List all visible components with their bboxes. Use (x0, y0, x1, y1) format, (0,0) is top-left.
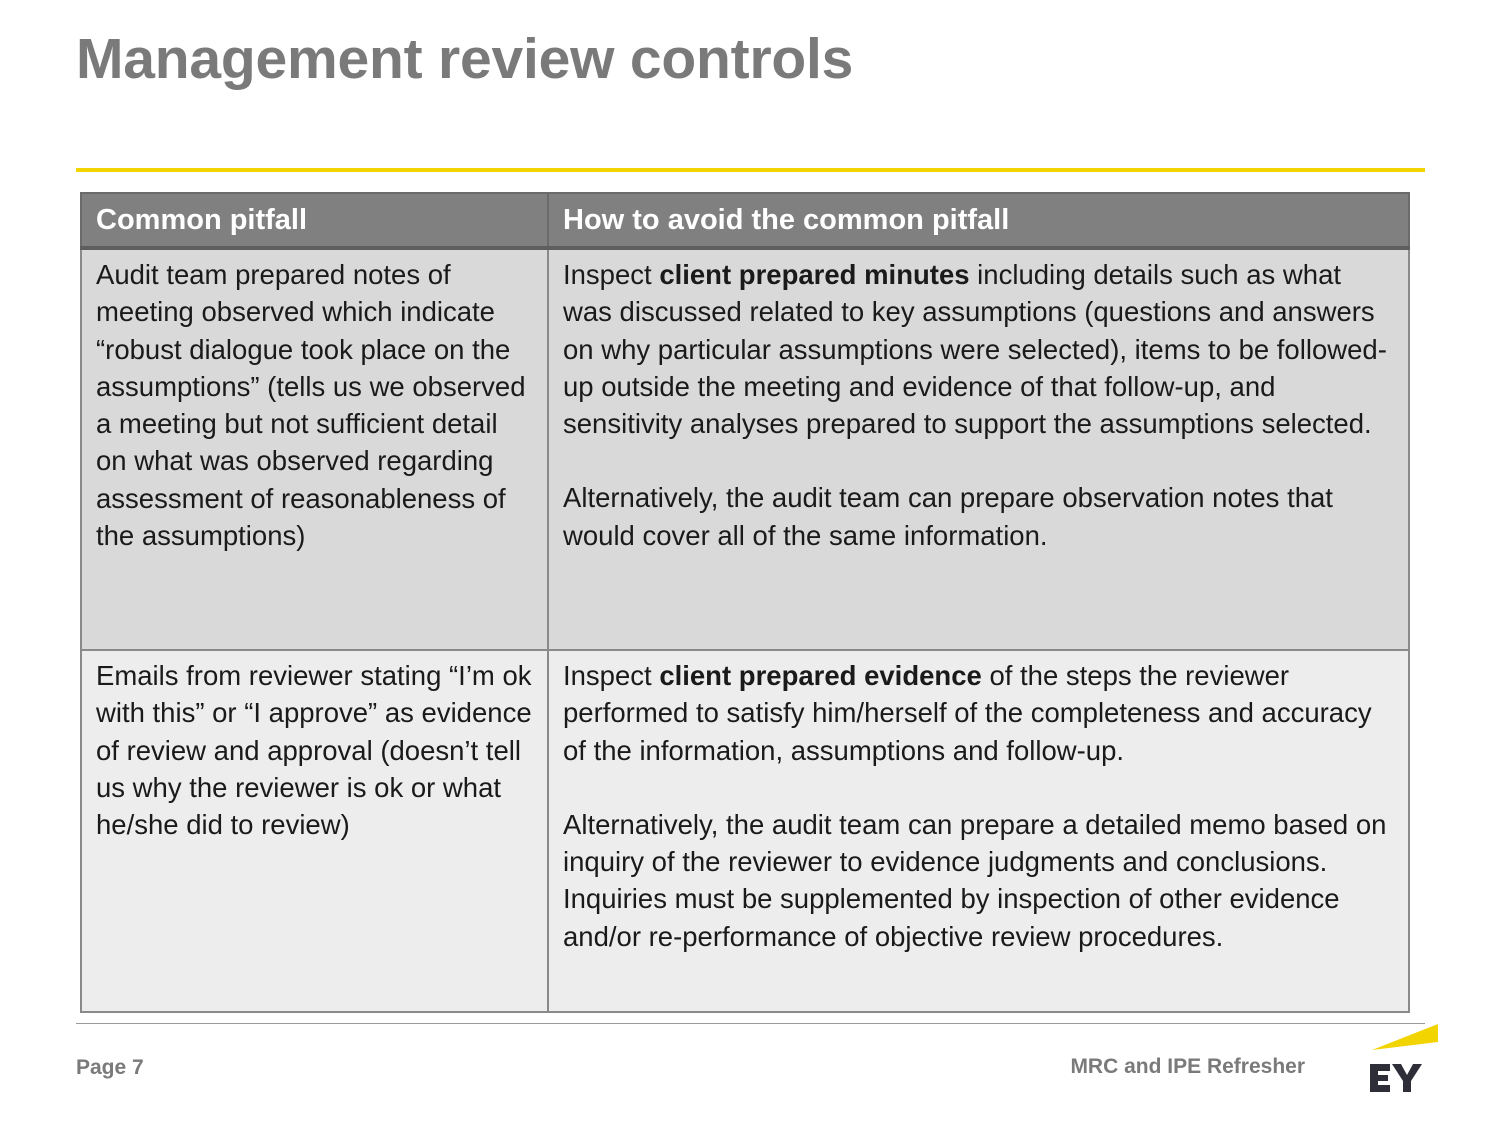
avoid-text: including details such as what was discussed related to key assumptions (questions and answers on why particular assumptions were selected), items to be followed-up outside the meeting and evidence of that follow-up, and sensitivity analyses prepared to support the assumptions selected. (563, 259, 1387, 440)
ey-logo-icon (1366, 1022, 1440, 1096)
pitfall-text: Emails from reviewer stating “I’m ok with this” or “I approve” as evidence of review and approval (doesn’t tell us why the reviewer is ok or what he/she did to review) (96, 660, 532, 841)
avoid-alternative: Alternatively, the audit team can prepare observation notes that would cover all of the same information. (563, 482, 1333, 551)
slide-title: Management review controls (76, 27, 854, 91)
table-header-row (81, 193, 1409, 248)
avoid-paragraph (563, 657, 1394, 769)
table-row (81, 650, 1409, 1012)
avoid-emphasis: client prepared evidence (659, 660, 982, 691)
pitfall-cell (81, 650, 548, 1012)
pitfall-text: Audit team prepared notes of meeting observed which indicate “robust dialogue took place on the assumptions” (tells us we observed a meeting but not sufficient detail on what was observed regarding assessment of reasonableness of the assumptions) (96, 259, 526, 552)
title-divider (76, 168, 1425, 172)
page-number: Page 7 (76, 1056, 144, 1079)
footer-divider (76, 1023, 1425, 1024)
header-common-pitfall: Common pitfall (81, 193, 548, 248)
ey-logo-beam (1372, 1024, 1438, 1050)
avoid-cell (548, 248, 1409, 650)
avoid-paragraph (563, 256, 1394, 442)
ey-logo-letters (1370, 1064, 1422, 1092)
avoid-text: of the steps the reviewer performed to satisfy him/herself of the completeness and accuracy of the information, assumptions and follow-up. (563, 660, 1372, 766)
header-how-to-avoid: How to avoid the common pitfall (548, 193, 1409, 248)
avoid-text: Inspect (563, 660, 660, 691)
avoid-cell (548, 650, 1409, 1012)
avoid-alternative: Alternatively, the audit team can prepare a detailed memo based on inquiry of the reviewer to evidence judgments and conclusions. Inquiries must be supplemented by inspection of other evidence and/or re-performance of objective review procedures. (563, 808, 1387, 952)
avoid-emphasis: client prepared minutes (659, 259, 970, 290)
pitfall-cell (81, 248, 548, 650)
avoid-text: Inspect (563, 259, 660, 290)
footer-title: MRC and IPE Refresher (1070, 1055, 1305, 1078)
pitfall-table (80, 192, 1410, 1013)
table-row (81, 248, 1409, 650)
